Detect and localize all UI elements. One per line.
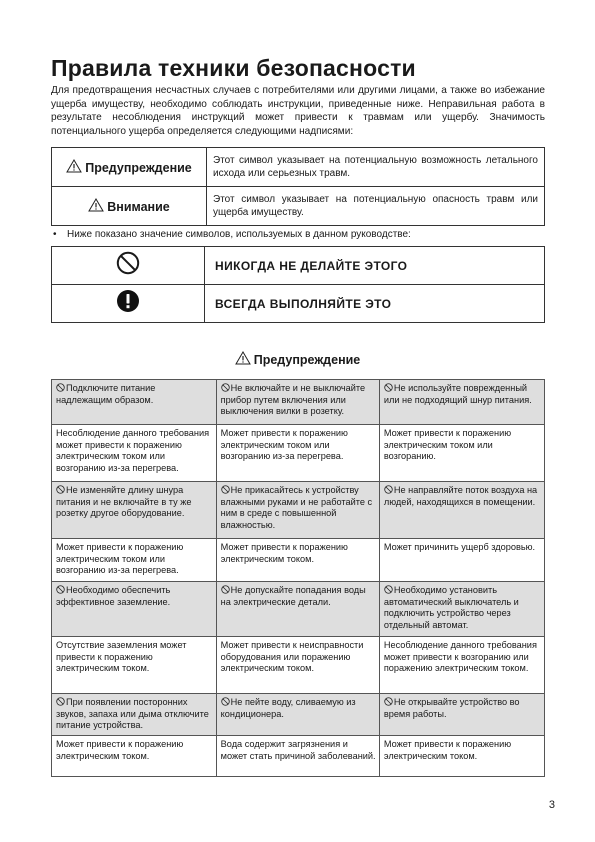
- rule-cell: [52, 482, 217, 539]
- rule-text: Не направляйте поток воздуха на людей, находящихся в помещении.: [383, 485, 538, 507]
- prohibition-icon: [56, 485, 65, 494]
- prohibition-icon: [384, 485, 393, 494]
- signal-words-table: [51, 147, 545, 226]
- intro-paragraph: Для предотвращения несчастных случаев с потребителями или другими лицами, а также во избежание ущерба имуществу, необходимо соблюдать инструкции, приведенные ниже. Неправильная работа в результате несоблюдения инструкций может привести к травмам или ущербу. Значимость потенциального ущерба определяется следующими надписями:: [51, 85, 545, 137]
- symbol-icon-cell: [52, 285, 205, 323]
- rule-cell: [379, 380, 544, 425]
- rule-cell: [216, 482, 379, 539]
- mandatory-exclamation-icon: [116, 289, 140, 313]
- rule-cell: [216, 380, 379, 425]
- warning-section-label: Предупреждение: [253, 353, 361, 367]
- signal-desc-caution: Этот символ указывает на потенциальную опасность травм или ущерба имуществу.: [207, 187, 545, 226]
- consequence-cell: Может привести к неисправности оборудования или поражению электрическим током.: [216, 637, 379, 694]
- prohibition-icon: [384, 585, 393, 594]
- rule-text: Подключите питание надлежащим образом.: [56, 383, 156, 405]
- rule-row: [52, 482, 545, 539]
- consequence-cell: Может привести к поражению электрическим током или возгоранию.: [379, 425, 544, 482]
- signal-row-warning: [52, 148, 545, 187]
- rule-cell: [216, 694, 379, 736]
- symbol-row-always: [52, 285, 545, 323]
- consequence-cell: Несоблюдение данного требования может привести к поражению электрическим током или возгоранию из-за перегрева.: [52, 425, 217, 482]
- consequence-cell: Несоблюдение данного требования может привести к возгоранию или поражению электрическим током.: [379, 637, 544, 694]
- consequence-row: [52, 637, 545, 694]
- consequence-cell: Может привести к поражению электрическим током или возгоранию из-за перегрева.: [52, 539, 217, 582]
- rule-cell: [379, 694, 544, 736]
- safety-rules-table: [51, 379, 545, 777]
- rule-text: Не допускайте попадания воды на электрические детали.: [220, 585, 366, 607]
- page-number: 3: [548, 799, 555, 811]
- consequence-cell: Может привести к поражению электрическим током.: [216, 539, 379, 582]
- prohibition-icon: [116, 251, 140, 275]
- rule-text: Не пейте воду, сливаемую из кондиционера.: [220, 697, 356, 719]
- prohibition-icon: [221, 697, 230, 706]
- rule-text: Не изменяйте длину шнура питания и не включайте в ту же розетку другое оборудование.: [56, 485, 192, 519]
- rule-text: При появлении посторонних звуков, запаха или дыма отключите питание устройства.: [56, 697, 209, 731]
- consequence-cell: Отсутствие заземления может привести к поражению электрическим током.: [52, 637, 217, 694]
- prohibition-icon: [384, 697, 393, 706]
- signal-row-caution: [52, 187, 545, 226]
- prohibition-icon: [56, 383, 65, 392]
- rule-text: Не используйте поврежденный или не подходящий шнур питания.: [383, 383, 532, 405]
- rule-cell: [52, 582, 217, 637]
- page-title: Правила техники безопасности: [51, 55, 416, 81]
- warning-triangle-icon: [66, 159, 82, 173]
- rule-cell: [379, 582, 544, 637]
- warning-section-title: [0, 351, 595, 367]
- rule-row: [52, 582, 545, 637]
- symbols-note-text: Ниже показано значение символов, используемых в данном руководстве:: [67, 229, 411, 240]
- consequence-cell: Может привести к поражению электрическим током.: [52, 736, 217, 777]
- consequence-row: [52, 425, 545, 482]
- consequence-cell: Может привести к поражению электрическим током или возгоранию из-за перегрева.: [216, 425, 379, 482]
- consequence-row: [52, 736, 545, 777]
- prohibition-icon: [56, 697, 65, 706]
- signal-label-caution: Внимание: [107, 199, 170, 214]
- consequence-cell: Может причинить ущерб здоровью.: [379, 539, 544, 582]
- rule-text: Необходимо обеспечить эффективное заземление.: [56, 585, 171, 607]
- consequence-cell: Вода содержит загрязнения и может стать причиной заболеваний.: [216, 736, 379, 777]
- consequence-row: [52, 539, 545, 582]
- warning-triangle-icon: [235, 351, 251, 365]
- warning-triangle-icon: [88, 198, 104, 212]
- rule-cell: [52, 380, 217, 425]
- symbols-table: [51, 246, 545, 323]
- consequence-cell: Может привести к поражению электрическим током.: [379, 736, 544, 777]
- prohibition-icon: [56, 585, 65, 594]
- rule-row: [52, 380, 545, 425]
- symbol-row-never: [52, 247, 545, 285]
- signal-desc-warning: Этот символ указывает на потенциальную возможность летального исхода или серьезных травм.: [207, 148, 545, 187]
- symbols-note: [53, 229, 411, 240]
- symbol-text-always: ВСЕГДА ВЫПОЛНЯЙТЕ ЭТО: [205, 285, 545, 323]
- rule-row: [52, 694, 545, 736]
- rule-text: Не включайте и не выключайте прибор путем включения или выключения вилки в розетку.: [220, 383, 366, 417]
- signal-label-cell: [52, 148, 207, 187]
- prohibition-icon: [384, 383, 393, 392]
- prohibition-icon: [221, 485, 230, 494]
- rule-text: Не прикасайтесь к устройству влажными руками и не работайте с ним в среде с повышенной влажностью.: [220, 485, 373, 531]
- prohibition-icon: [221, 585, 230, 594]
- rule-text: Необходимо установить автоматический выключатель и подключить устройство через отдельный автомат.: [383, 585, 519, 631]
- rule-cell: [379, 482, 544, 539]
- signal-label-warning: Предупреждение: [85, 160, 192, 175]
- prohibition-icon: [221, 383, 230, 392]
- symbol-text-never: НИКОГДА НЕ ДЕЛАЙТЕ ЭТОГО: [205, 247, 545, 285]
- rule-cell: [52, 694, 217, 736]
- signal-label-cell: [52, 187, 207, 226]
- symbol-icon-cell: [52, 247, 205, 285]
- rule-text: Не открывайте устройство во время работы.: [383, 697, 520, 719]
- bullet-icon: •: [53, 229, 57, 240]
- rule-cell: [216, 582, 379, 637]
